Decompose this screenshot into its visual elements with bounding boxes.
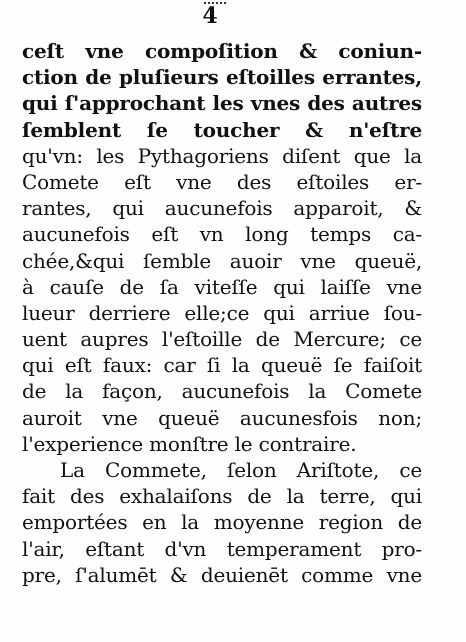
text-line: La Commete, ſelon Ariſtote, ce [60, 458, 422, 482]
text-line: chée,&qui ſemble auoir vne queuë, [22, 248, 422, 273]
text-line: aucunefois eſt vn long temps ca- [22, 222, 422, 247]
text-line: uent aupres l'eſtoille de Mercure; ce [22, 327, 422, 352]
text-line: pre, ſ'alumēt & deuienēt comme vne [22, 562, 422, 587]
text-line: à cauſe de ſa viteſſe qui laiſſe vne [22, 274, 422, 299]
text-line: auroit vne queuë aucunesfois non; [22, 405, 422, 430]
text-body [22, 38, 422, 588]
text-line: l'experience monſtre le contraire. [22, 431, 357, 456]
text-line: qu'vn: les Pythagoriens diſent que la [22, 143, 422, 168]
text-line: ſemblent ſe toucher & n'eſtre [22, 117, 422, 142]
text-line: ceſt vne compoſition & coniun- [22, 39, 422, 63]
text-line: ction de pluſieurs eſtoilles errantes, [22, 65, 422, 90]
text-line: rantes, qui aucunefois apparoit, & [22, 196, 422, 221]
page-number: 4 [202, 3, 218, 29]
text-line: fait des exhalaiſons de la terre, qui [22, 484, 422, 509]
text-line: emportées en la moyenne region de [22, 510, 422, 535]
text-line: qui eſt faux: car ſi la queuë ſe faiſoit [22, 353, 422, 378]
text-line: Comete eſt vne des eſtoiles er- [22, 169, 422, 194]
text-line: lueur derriere elle;ce qui arriue ſou- [22, 300, 422, 325]
text-line: qui ſ'approchant les vnes des autres [22, 91, 422, 116]
text-line: de la façon, aucunefois la Comete [22, 379, 422, 404]
text-line: l'air, eſtant d'vn temperament pro- [22, 536, 422, 561]
